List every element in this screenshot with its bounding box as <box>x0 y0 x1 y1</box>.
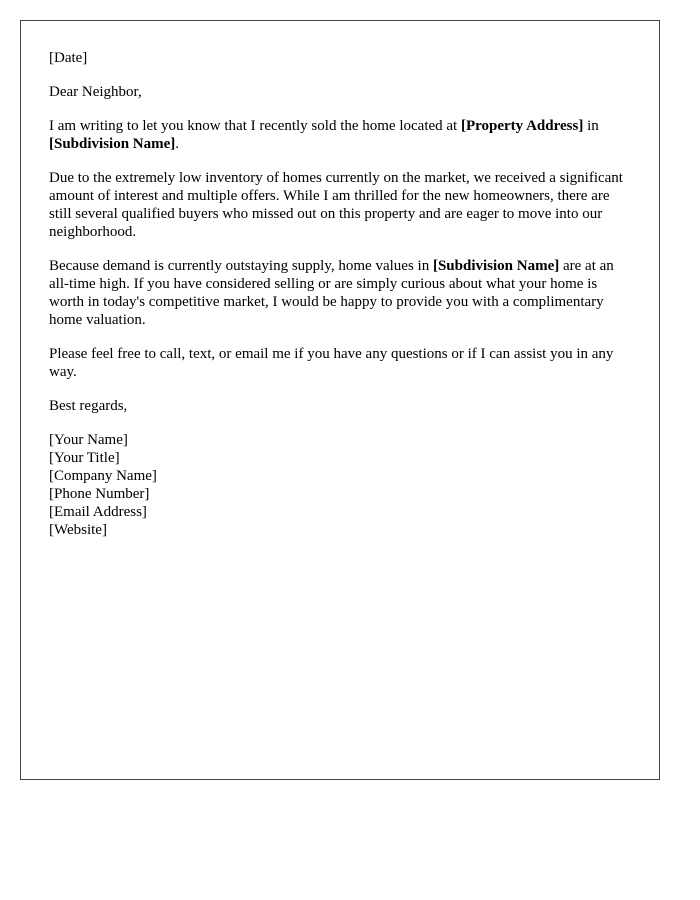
subdivision-name-placeholder: [Subdivision Name] <box>49 136 176 152</box>
letter-body <box>49 49 634 539</box>
signature-website: [Website] <box>49 522 107 538</box>
letter-page <box>20 20 660 780</box>
demand-text-start: Because demand is currently outstaying supply, home values in <box>49 258 433 274</box>
demand-text-end: are at an all-time high. If you have considered selling or are simply curious about what your home is worth in today's competitive market, I would be happy to provide you with a complimentary home valuation. <box>49 258 614 328</box>
paragraph-inventory: Due to the extremely low inventory of homes currently on the market, we received a significant amount of interest and multiple offers. While I am thrilled for the new homeowners, there are still several qualified buyers who missed out on this property and are eager to move into our neighborhood. <box>49 170 623 240</box>
signature-name: [Your Name] <box>49 432 128 448</box>
signature-company: [Company Name] <box>49 468 157 484</box>
salutation: Dear Neighbor, <box>49 84 142 100</box>
paragraph-contact: Please feel free to call, text, or email me if you have any questions or if I can assist you in any way. <box>49 346 614 380</box>
property-address-placeholder: [Property Address] <box>460 118 584 134</box>
signature-phone: [Phone Number] <box>49 486 150 502</box>
paragraph-intro <box>49 117 634 153</box>
closing: Best regards, <box>49 398 128 414</box>
intro-text-end: . <box>175 136 180 152</box>
date-line: [Date] <box>49 50 88 66</box>
signature-email: [Email Address] <box>49 504 147 520</box>
signature-title: [Your Title] <box>49 450 120 466</box>
subdivision-name-placeholder-2: [Subdivision Name] <box>432 258 560 274</box>
intro-text-mid: in <box>583 118 599 134</box>
intro-text-start: I am writing to let you know that I recently sold the home located at <box>49 118 461 134</box>
signature-block <box>49 431 634 539</box>
paragraph-demand <box>49 257 634 329</box>
